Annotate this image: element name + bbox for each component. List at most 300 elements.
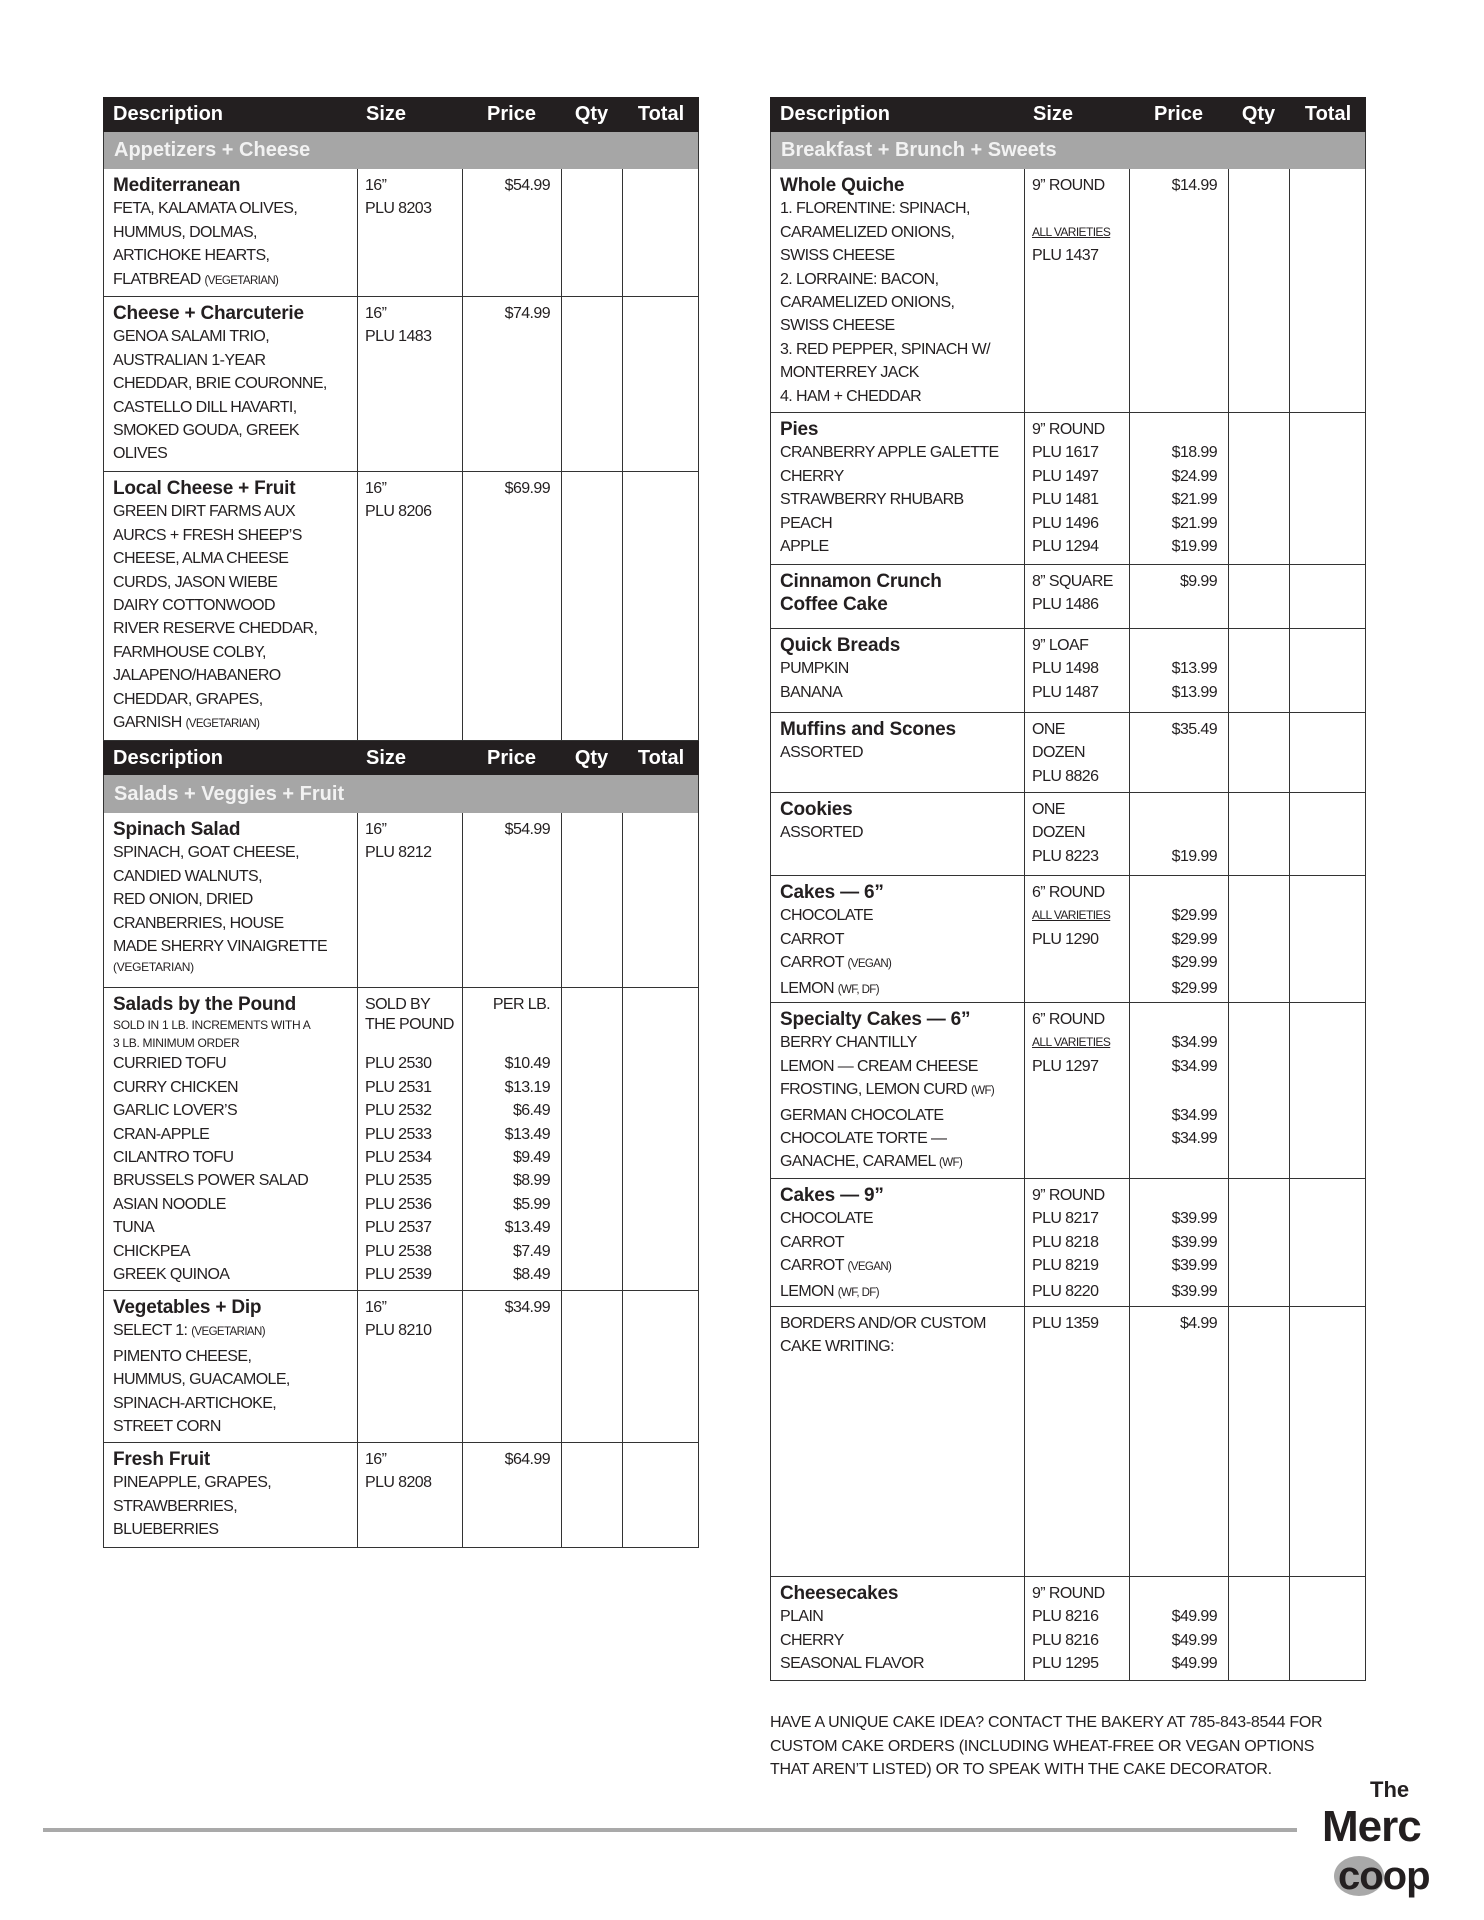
total-cell[interactable] <box>622 1368 700 1391</box>
item-price <box>462 325 561 348</box>
item-price: $10.49 <box>504 1055 550 1073</box>
qty-cell[interactable] <box>1228 1055 1289 1078</box>
total-cell[interactable] <box>1289 1280 1367 1305</box>
total-cell[interactable] <box>1289 418 1367 441</box>
total-cell[interactable] <box>622 197 700 220</box>
item-description <box>771 1150 1024 1175</box>
total-cell[interactable] <box>1289 1605 1367 1628</box>
qty-cell[interactable] <box>561 1034 622 1052</box>
qty-cell[interactable] <box>1228 268 1289 291</box>
item-line <box>104 865 698 888</box>
qty-cell[interactable] <box>1228 570 1289 593</box>
total-cell[interactable] <box>622 477 700 500</box>
dietary-note: (WF, DF) <box>837 983 879 996</box>
qty-cell[interactable] <box>561 1240 622 1263</box>
total-cell[interactable] <box>1289 977 1367 1002</box>
total-cell[interactable] <box>622 1319 700 1344</box>
qty-cell[interactable] <box>561 865 622 888</box>
total-cell[interactable] <box>1289 385 1367 408</box>
item-row-local-cheese-fruit <box>103 472 699 741</box>
total-cell[interactable] <box>622 571 700 594</box>
qty-cell[interactable] <box>561 617 622 640</box>
total-cell[interactable] <box>622 1240 700 1263</box>
total-cell[interactable] <box>622 1146 700 1169</box>
item-title <box>771 881 1024 904</box>
qty-cell[interactable] <box>1228 1150 1289 1175</box>
item-description <box>771 1231 1024 1254</box>
total-cell[interactable] <box>1289 681 1367 704</box>
qty-cell[interactable] <box>561 1193 622 1216</box>
qty-cell[interactable] <box>561 641 622 664</box>
description-text: BRUSSELS POWER SALAD <box>113 1172 309 1190</box>
qty-cell[interactable] <box>561 688 622 711</box>
description-text: CARROT <box>780 930 844 948</box>
column-divider <box>1289 565 1290 628</box>
total-cell[interactable] <box>1289 1207 1367 1230</box>
total-cell[interactable] <box>1289 845 1367 868</box>
qty-cell[interactable] <box>561 197 622 220</box>
qty-cell[interactable] <box>1228 904 1289 927</box>
item-price <box>462 372 561 395</box>
qty-cell[interactable] <box>1228 244 1289 267</box>
column-divider <box>622 1291 623 1442</box>
item-price: $49.99 <box>1171 1631 1217 1649</box>
total-cell[interactable] <box>1289 657 1367 680</box>
total-cell[interactable] <box>622 1415 700 1438</box>
qty-cell[interactable] <box>1228 798 1289 821</box>
total-cell[interactable] <box>622 1216 700 1239</box>
total-cell[interactable] <box>1289 1031 1367 1054</box>
qty-cell[interactable] <box>561 571 622 594</box>
qty-cell[interactable] <box>1228 951 1289 976</box>
item-line <box>771 1312 1365 1335</box>
qty-cell[interactable] <box>1228 1231 1289 1254</box>
item-description <box>771 821 1024 844</box>
total-cell[interactable] <box>1289 1652 1367 1675</box>
item-price <box>462 688 561 711</box>
total-cell[interactable] <box>622 442 700 465</box>
description-text: BORDERS AND/OR CUSTOM <box>780 1315 986 1332</box>
left-order-table <box>103 97 699 1548</box>
total-cell[interactable] <box>622 1099 700 1122</box>
item-size: PLU 8212 <box>365 844 432 862</box>
item-size <box>357 664 462 687</box>
item-description <box>104 442 357 465</box>
qty-cell[interactable] <box>1228 512 1289 535</box>
total-cell[interactable] <box>1289 1127 1367 1150</box>
qty-cell[interactable] <box>1228 174 1289 197</box>
total-cell[interactable] <box>622 1471 700 1494</box>
column-header-total: Total <box>637 103 685 125</box>
qty-cell[interactable] <box>1228 657 1289 680</box>
total-cell[interactable] <box>622 958 700 976</box>
item-description <box>104 500 357 523</box>
item-size <box>357 935 462 958</box>
total-cell[interactable] <box>622 1518 700 1541</box>
description-text: Cookies <box>780 799 853 820</box>
merc-coop-logo <box>1318 1778 1458 1918</box>
total-cell[interactable] <box>1289 765 1367 788</box>
total-cell[interactable] <box>1289 1231 1367 1254</box>
qty-cell[interactable] <box>561 958 622 976</box>
qty-cell[interactable] <box>561 1296 622 1319</box>
qty-cell[interactable] <box>561 524 622 547</box>
qty-cell[interactable] <box>1228 1031 1289 1054</box>
total-cell[interactable] <box>1289 1629 1367 1652</box>
qty-cell[interactable] <box>561 1169 622 1192</box>
qty-cell[interactable] <box>1228 291 1289 314</box>
total-cell[interactable] <box>1289 441 1367 464</box>
total-cell[interactable] <box>622 818 700 841</box>
total-cell[interactable] <box>622 711 700 736</box>
qty-cell[interactable] <box>561 302 622 325</box>
qty-cell[interactable] <box>561 841 622 864</box>
qty-cell[interactable] <box>561 1368 622 1391</box>
item-price: $21.99 <box>1171 491 1217 509</box>
qty-cell[interactable] <box>561 1495 622 1518</box>
total-cell[interactable] <box>622 888 700 911</box>
total-cell[interactable] <box>622 1296 700 1319</box>
item-line <box>104 197 698 220</box>
total-cell[interactable] <box>1289 174 1367 197</box>
qty-cell[interactable] <box>1228 1335 1289 1358</box>
qty-cell[interactable] <box>561 594 622 617</box>
qty-cell[interactable] <box>561 1146 622 1169</box>
total-cell[interactable] <box>1289 1335 1367 1358</box>
total-cell[interactable] <box>1289 634 1367 657</box>
total-cell[interactable] <box>622 1392 700 1415</box>
total-cell[interactable] <box>1289 1582 1367 1605</box>
description-text: Spinach Salad <box>113 819 241 840</box>
qty-cell[interactable] <box>561 1099 622 1122</box>
total-cell[interactable] <box>1289 951 1367 976</box>
qty-cell[interactable] <box>1228 634 1289 657</box>
total-cell[interactable] <box>1289 570 1367 593</box>
total-cell[interactable] <box>622 1076 700 1099</box>
qty-cell[interactable] <box>561 1123 622 1146</box>
total-cell[interactable] <box>622 865 700 888</box>
total-cell[interactable] <box>1289 268 1367 291</box>
total-cell[interactable] <box>622 547 700 570</box>
qty-cell[interactable] <box>1228 1127 1289 1150</box>
description-text: CANDIED WALNUTS, <box>113 867 262 885</box>
qty-cell[interactable] <box>561 1392 622 1415</box>
item-description <box>104 688 357 711</box>
total-cell[interactable] <box>1289 881 1367 904</box>
total-cell[interactable] <box>1289 1078 1367 1103</box>
qty-cell[interactable] <box>1228 741 1289 764</box>
total-cell[interactable] <box>1289 1008 1367 1031</box>
qty-cell[interactable] <box>561 244 622 267</box>
total-cell[interactable] <box>622 372 700 395</box>
qty-cell[interactable] <box>561 993 622 1016</box>
description-text: CURRIED TOFU <box>113 1055 227 1073</box>
total-cell[interactable] <box>622 349 700 372</box>
total-cell[interactable] <box>1289 338 1367 361</box>
qty-cell[interactable] <box>1228 1629 1289 1652</box>
qty-cell[interactable] <box>561 664 622 687</box>
total-cell[interactable] <box>1289 488 1367 511</box>
item-size <box>357 1034 462 1052</box>
total-cell[interactable] <box>622 302 700 325</box>
qty-cell[interactable] <box>561 547 622 570</box>
qty-cell[interactable] <box>1228 1078 1289 1103</box>
total-cell[interactable] <box>622 688 700 711</box>
qty-cell[interactable] <box>561 1518 622 1541</box>
item-title <box>771 1582 1024 1605</box>
column-divider <box>1024 713 1025 792</box>
qty-cell[interactable] <box>561 1319 622 1344</box>
item-size: PLU 2533 <box>365 1125 432 1143</box>
total-cell[interactable] <box>1289 1312 1367 1335</box>
item-size: 6” ROUND <box>1032 884 1105 901</box>
qty-cell[interactable] <box>1228 1605 1289 1628</box>
qty-cell[interactable] <box>1228 361 1289 384</box>
qty-cell[interactable] <box>1228 845 1289 868</box>
qty-cell[interactable] <box>561 1016 622 1034</box>
total-cell[interactable] <box>1289 1150 1367 1175</box>
item-price: PER LB. <box>492 996 550 1013</box>
total-cell[interactable] <box>622 1052 700 1075</box>
total-cell[interactable] <box>1289 221 1367 244</box>
total-cell[interactable] <box>622 1123 700 1146</box>
item-row-cakes-9 <box>770 1179 1366 1307</box>
total-cell[interactable] <box>1289 928 1367 951</box>
qty-cell[interactable] <box>1228 1582 1289 1605</box>
qty-cell[interactable] <box>1228 488 1289 511</box>
item-price <box>462 912 561 935</box>
qty-cell[interactable] <box>561 818 622 841</box>
total-cell[interactable] <box>622 1016 700 1034</box>
qty-cell[interactable] <box>561 477 622 500</box>
total-cell[interactable] <box>622 1345 700 1368</box>
description-text: Muffins and Scones <box>780 719 956 740</box>
item-description <box>104 1263 357 1286</box>
total-cell[interactable] <box>622 594 700 617</box>
column-divider <box>462 297 463 471</box>
total-cell[interactable] <box>1289 535 1367 558</box>
qty-cell[interactable] <box>1228 1312 1289 1335</box>
item-price: $29.99 <box>1171 979 1217 997</box>
item-size: 16” <box>365 821 387 838</box>
total-cell[interactable] <box>622 500 700 523</box>
total-cell[interactable] <box>622 641 700 664</box>
column-divider <box>1228 1003 1229 1178</box>
total-cell[interactable] <box>1289 291 1367 314</box>
item-size <box>1024 385 1129 408</box>
column-divider <box>1129 1307 1130 1576</box>
qty-cell[interactable] <box>561 1448 622 1471</box>
total-cell[interactable] <box>622 1263 700 1286</box>
total-cell[interactable] <box>622 396 700 419</box>
qty-cell[interactable] <box>1228 718 1289 741</box>
item-line <box>771 488 1365 511</box>
item-description <box>104 594 357 617</box>
total-cell[interactable] <box>1289 821 1367 844</box>
qty-cell[interactable] <box>561 221 622 244</box>
qty-cell[interactable] <box>1228 1254 1289 1279</box>
item-price: $14.99 <box>1171 177 1217 194</box>
qty-cell[interactable] <box>1228 1184 1289 1207</box>
description-text: Salads by the Pound <box>113 994 297 1015</box>
total-cell[interactable] <box>622 912 700 935</box>
description-text: AURCS + FRESH SHEEP’S <box>113 526 302 544</box>
total-cell[interactable] <box>622 664 700 687</box>
total-cell[interactable] <box>1289 512 1367 535</box>
total-cell[interactable] <box>622 325 700 348</box>
item-line <box>104 419 698 442</box>
item-size: PLU 1487 <box>1032 683 1099 701</box>
item-size <box>357 1518 462 1541</box>
qty-cell[interactable] <box>561 711 622 736</box>
item-size <box>1024 1150 1129 1175</box>
item-line <box>104 1263 698 1286</box>
qty-cell[interactable] <box>1228 1280 1289 1305</box>
column-header-description: Description <box>780 103 891 125</box>
total-cell[interactable] <box>1289 361 1367 384</box>
total-cell[interactable] <box>1289 244 1367 267</box>
qty-cell[interactable] <box>1228 441 1289 464</box>
qty-cell[interactable] <box>561 419 622 442</box>
qty-cell[interactable] <box>1228 314 1289 337</box>
item-size <box>357 1495 462 1518</box>
qty-cell[interactable] <box>561 1216 622 1239</box>
item-size <box>1024 977 1129 1002</box>
qty-cell[interactable] <box>1228 338 1289 361</box>
total-cell[interactable] <box>622 1495 700 1518</box>
item-price: $29.99 <box>1171 907 1217 925</box>
total-cell[interactable] <box>622 841 700 864</box>
item-price <box>462 1471 561 1494</box>
qty-cell[interactable] <box>561 1263 622 1286</box>
item-description <box>104 1471 357 1494</box>
qty-cell[interactable] <box>561 912 622 935</box>
total-cell[interactable] <box>1289 798 1367 821</box>
description-text: 4. HAM + CHEDDAR <box>780 387 922 405</box>
qty-cell[interactable] <box>1228 1652 1289 1675</box>
total-cell[interactable] <box>622 993 700 1016</box>
item-row-cheesecakes <box>770 1577 1366 1681</box>
total-cell[interactable] <box>1289 314 1367 337</box>
qty-cell[interactable] <box>561 500 622 523</box>
qty-cell[interactable] <box>1228 881 1289 904</box>
qty-cell[interactable] <box>561 1415 622 1438</box>
qty-cell[interactable] <box>1228 1008 1289 1031</box>
total-cell[interactable] <box>622 524 700 547</box>
qty-cell[interactable] <box>1228 221 1289 244</box>
item-line <box>104 1345 698 1368</box>
description-text: CHEDDAR, GRAPES, <box>113 690 263 708</box>
item-description <box>104 664 357 687</box>
item-size: PLU 8203 <box>365 200 432 218</box>
total-cell[interactable] <box>622 244 700 267</box>
item-description <box>104 958 357 976</box>
qty-cell[interactable] <box>1228 385 1289 408</box>
qty-cell[interactable] <box>561 396 622 419</box>
item-line <box>104 221 698 244</box>
description-text: CHEESE, ALMA CHEESE <box>113 550 289 568</box>
column-header-qty: Qty <box>574 103 609 125</box>
qty-cell[interactable] <box>561 1052 622 1075</box>
total-cell[interactable] <box>1289 1055 1367 1078</box>
total-cell[interactable] <box>622 268 700 293</box>
total-cell[interactable] <box>622 419 700 442</box>
qty-cell[interactable] <box>1228 535 1289 558</box>
qty-cell[interactable] <box>561 935 622 958</box>
qty-cell[interactable] <box>1228 593 1289 616</box>
qty-cell[interactable] <box>1228 1207 1289 1230</box>
total-cell[interactable] <box>622 1169 700 1192</box>
qty-cell[interactable] <box>561 1076 622 1099</box>
qty-cell[interactable] <box>561 268 622 293</box>
item-price: $9.49 <box>512 1149 550 1167</box>
item-line <box>104 1216 698 1239</box>
item-size: SOLD BY <box>365 996 431 1013</box>
qty-cell[interactable] <box>1228 418 1289 441</box>
qty-cell[interactable] <box>561 1471 622 1494</box>
item-description <box>771 465 1024 488</box>
item-size: 16” <box>365 1299 387 1316</box>
total-cell[interactable] <box>1289 904 1367 927</box>
column-divider <box>622 297 623 471</box>
qty-cell[interactable] <box>561 372 622 395</box>
dietary-note: (VEGAN) <box>847 1261 892 1274</box>
qty-cell[interactable] <box>1228 765 1289 788</box>
qty-cell[interactable] <box>561 349 622 372</box>
qty-cell[interactable] <box>1228 1104 1289 1127</box>
item-title <box>771 798 1024 821</box>
total-cell[interactable] <box>622 935 700 958</box>
qty-cell[interactable] <box>1228 197 1289 220</box>
total-cell[interactable] <box>1289 1254 1367 1279</box>
total-cell[interactable] <box>622 174 700 197</box>
total-cell[interactable] <box>622 617 700 640</box>
total-cell[interactable] <box>1289 1184 1367 1207</box>
total-cell[interactable] <box>622 1034 700 1052</box>
qty-cell[interactable] <box>1228 928 1289 951</box>
qty-cell[interactable] <box>561 442 622 465</box>
total-cell[interactable] <box>1289 718 1367 741</box>
item-price <box>1129 1335 1228 1358</box>
item-size <box>357 865 462 888</box>
qty-cell[interactable] <box>561 174 622 197</box>
qty-cell[interactable] <box>1228 977 1289 1002</box>
item-description <box>771 197 1024 220</box>
total-cell[interactable] <box>1289 593 1367 616</box>
total-cell[interactable] <box>622 1448 700 1471</box>
total-cell[interactable] <box>1289 741 1367 764</box>
item-description <box>104 571 357 594</box>
item-price <box>462 865 561 888</box>
qty-cell[interactable] <box>561 1345 622 1368</box>
qty-cell[interactable] <box>1228 681 1289 704</box>
qty-cell[interactable] <box>1228 821 1289 844</box>
qty-cell[interactable] <box>1228 465 1289 488</box>
total-cell[interactable] <box>1289 197 1367 220</box>
item-price <box>1129 268 1228 291</box>
description-text: CRANBERRY APPLE GALETTE <box>780 444 999 462</box>
qty-cell[interactable] <box>561 888 622 911</box>
column-header-qty: Qty <box>1241 103 1276 125</box>
total-cell[interactable] <box>622 221 700 244</box>
item-title <box>104 818 357 841</box>
total-cell[interactable] <box>622 1193 700 1216</box>
qty-cell[interactable] <box>561 325 622 348</box>
column-divider <box>462 169 463 296</box>
total-cell[interactable] <box>1289 465 1367 488</box>
total-cell[interactable] <box>1289 1104 1367 1127</box>
item-size: 9” ROUND <box>1032 177 1105 194</box>
